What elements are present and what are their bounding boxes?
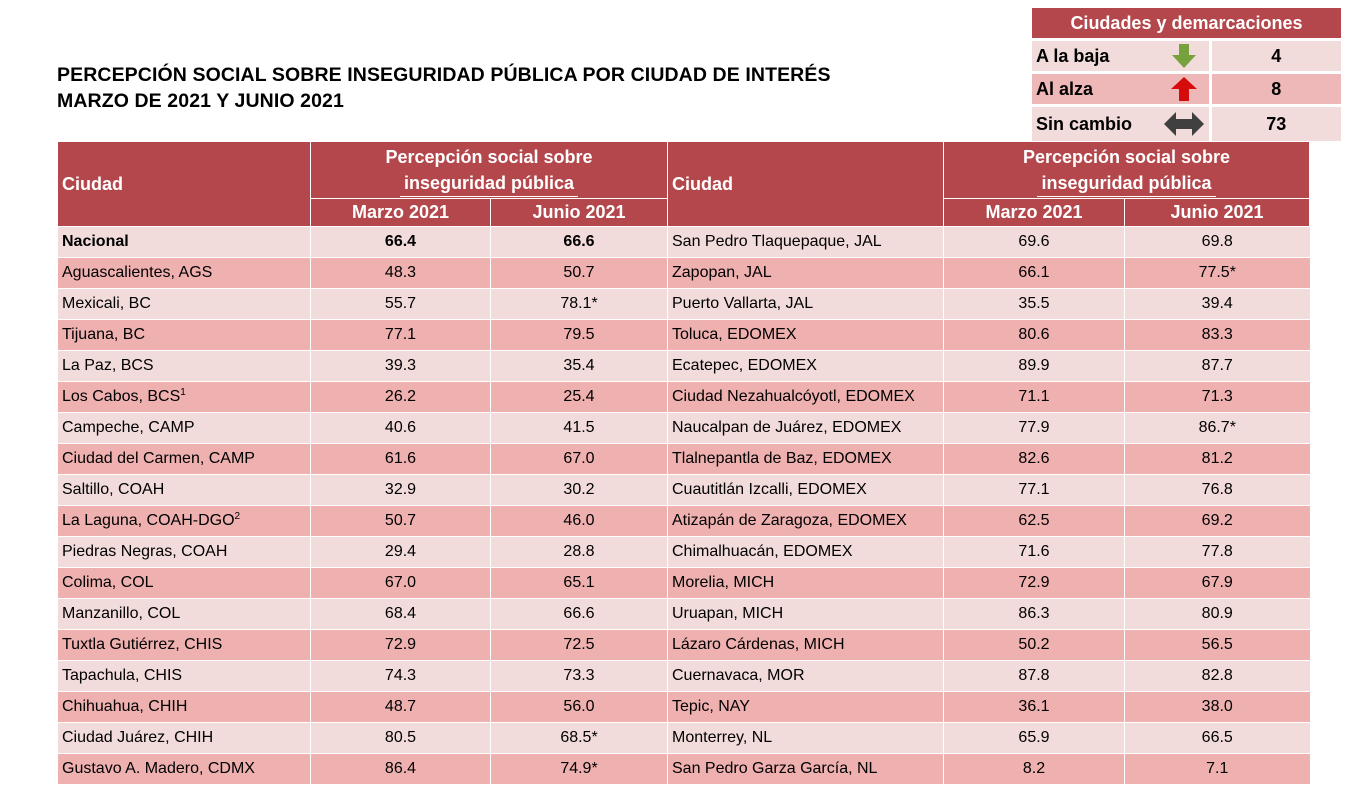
- marzo-value: [311, 382, 491, 413]
- city-cell-text: Puerto Vallarta, JAL: [672, 295, 814, 312]
- junio-value-text: 56.0: [563, 698, 595, 715]
- table-row: [58, 289, 1310, 320]
- city-cell: [668, 227, 944, 258]
- city-cell-text: Piedras Negras, COAH: [62, 543, 228, 560]
- marzo-value-text: 86.4: [384, 760, 417, 777]
- city-cell-text: Campeche, CAMP: [62, 419, 195, 436]
- table-row: [58, 413, 1310, 444]
- city-cell-text: Nacional: [62, 233, 129, 250]
- marzo-value-text: 66.1: [1018, 264, 1050, 281]
- junio-value: [1125, 723, 1310, 754]
- marzo-value-text: 39.3: [384, 357, 417, 374]
- junio-value: [491, 413, 668, 444]
- footnote-marker: 1: [180, 387, 186, 398]
- junio-value-text: 81.2: [1201, 450, 1233, 467]
- marzo-value: [311, 258, 491, 289]
- marzo-value: [311, 227, 491, 258]
- city-cell-text: Los Cabos, BCS: [62, 388, 181, 405]
- table-row: [58, 382, 1310, 413]
- marzo-value-text: 87.8: [1018, 667, 1050, 684]
- marzo-value: [311, 475, 491, 506]
- marzo-value-text: 65.9: [1018, 729, 1050, 746]
- city-header-left: Ciudad: [58, 142, 311, 227]
- city-cell-text: Naucalpan de Juárez, EDOMEX: [672, 419, 902, 436]
- header-row: [58, 142, 1310, 199]
- junio-value-text: 66.5: [1201, 729, 1233, 746]
- marzo-value: [944, 630, 1125, 661]
- marzo-value: [311, 537, 491, 568]
- junio-value-text: 86.7*: [1198, 419, 1236, 436]
- month-header-marzo-left: Marzo 2021: [311, 199, 491, 227]
- city-cell: [668, 754, 944, 785]
- city-cell: [668, 661, 944, 692]
- marzo-value: [944, 723, 1125, 754]
- junio-value-text: 77.8: [1201, 543, 1233, 560]
- city-cell: [668, 630, 944, 661]
- month-header-junio-right: Junio 2021: [1125, 199, 1310, 227]
- junio-value: [491, 537, 668, 568]
- up-arrow-icon: [1160, 73, 1210, 106]
- junio-value: [491, 630, 668, 661]
- city-cell-text: Saltillo, COAH: [62, 481, 165, 498]
- marzo-value-text: 50.7: [384, 512, 417, 529]
- table-row: [58, 227, 1310, 258]
- city-cell: [58, 475, 311, 506]
- footnote-marker: 2: [234, 511, 241, 522]
- table-row: [58, 723, 1310, 754]
- month-header-marzo-right: Marzo 2021: [944, 199, 1125, 227]
- marzo-value: [311, 506, 491, 537]
- city-cell: [668, 599, 944, 630]
- city-cell-text: Manzanillo, COL: [62, 605, 181, 622]
- summary-label: A la baja: [1032, 40, 1160, 73]
- marzo-value: [311, 320, 491, 351]
- marzo-value-text: 29.4: [384, 543, 417, 560]
- marzo-value: [944, 568, 1125, 599]
- table-row: [58, 630, 1310, 661]
- city-cell-text: Atizapán de Zaragoza, EDOMEX: [672, 512, 907, 529]
- junio-value: [491, 723, 668, 754]
- city-cell-text: Uruapan, MICH: [672, 605, 784, 622]
- marzo-value: [944, 320, 1125, 351]
- city-cell: [668, 351, 944, 382]
- table-row: [58, 475, 1310, 506]
- city-cell-text: Tuxtla Gutiérrez, CHIS: [62, 636, 223, 653]
- table-row: [58, 537, 1310, 568]
- city-cell-text: Zapopan, JAL: [672, 264, 772, 281]
- junio-value-text: 72.5: [563, 636, 595, 653]
- junio-value-text: 82.8: [1201, 667, 1233, 684]
- marzo-value: [311, 599, 491, 630]
- marzo-value-text: 77.1: [384, 326, 417, 343]
- junio-value-text: 41.5: [563, 419, 595, 436]
- summary-value: 8: [1210, 73, 1341, 106]
- city-cell: [668, 382, 944, 413]
- city-cell-text: Colima, COL: [62, 574, 154, 591]
- city-cell-text: Morelia, MICH: [672, 574, 775, 591]
- city-cell-text: Aguascalientes, AGS: [62, 264, 213, 281]
- junio-value: [491, 506, 668, 537]
- marzo-value-text: 32.9: [384, 481, 417, 498]
- summary-row-alza: [1032, 73, 1341, 106]
- group-header-line1: Percepción social sobre: [385, 146, 593, 167]
- city-cell-text: Ciudad del Carmen, CAMP: [62, 450, 255, 467]
- marzo-value: [311, 568, 491, 599]
- table-row: [58, 692, 1310, 723]
- junio-value: [491, 599, 668, 630]
- city-cell-text: San Pedro Tlaquepaque, JAL: [672, 233, 882, 250]
- table-row: [58, 599, 1310, 630]
- junio-value-text: 73.3: [563, 667, 595, 684]
- junio-value-text: 68.5*: [560, 729, 598, 746]
- junio-value: [1125, 537, 1310, 568]
- city-cell-text: Cuernavaca, MOR: [672, 667, 805, 684]
- junio-value: [1125, 661, 1310, 692]
- city-cell: [58, 506, 311, 537]
- table-row: [58, 320, 1310, 351]
- table-row: [58, 661, 1310, 692]
- junio-value: [1125, 630, 1310, 661]
- marzo-value-text: 62.5: [1018, 512, 1050, 529]
- marzo-value: [944, 475, 1125, 506]
- marzo-value: [311, 754, 491, 785]
- junio-value-text: 69.8: [1201, 233, 1233, 250]
- city-cell: [58, 692, 311, 723]
- marzo-value-text: 71.1: [1018, 388, 1050, 405]
- city-cell: [668, 320, 944, 351]
- city-cell: [668, 413, 944, 444]
- junio-value: [491, 382, 668, 413]
- junio-value-text: 65.1: [563, 574, 595, 591]
- group-header-right: [944, 142, 1310, 199]
- table-body: [58, 227, 1310, 785]
- marzo-value: [944, 599, 1125, 630]
- group-header-line1: Percepción social sobre: [1022, 146, 1231, 167]
- marzo-value-text: 80.6: [1018, 326, 1050, 343]
- city-cell-text: La Laguna, COAH-DGO: [62, 512, 235, 529]
- marzo-value: [944, 506, 1125, 537]
- city-cell-text: Tapachula, CHIS: [62, 667, 183, 684]
- page-title: [57, 62, 831, 114]
- city-cell: [668, 723, 944, 754]
- marzo-value: [944, 692, 1125, 723]
- junio-value-text: 39.4: [1201, 295, 1233, 312]
- junio-value: [1125, 692, 1310, 723]
- marzo-value-text: 74.3: [384, 667, 417, 684]
- marzo-value: [311, 289, 491, 320]
- junio-value-text: 77.5*: [1198, 264, 1236, 281]
- junio-value: [491, 475, 668, 506]
- city-cell: [668, 537, 944, 568]
- city-cell-text: Tepic, NAY: [672, 698, 750, 715]
- marzo-value: [311, 723, 491, 754]
- city-cell-text: Cuautitlán Izcalli, EDOMEX: [672, 481, 867, 498]
- marzo-value-text: 77.1: [1018, 481, 1050, 498]
- junio-value: [1125, 227, 1310, 258]
- junio-value: [491, 258, 668, 289]
- city-cell-text: La Paz, BCS: [62, 357, 154, 374]
- junio-value: [491, 568, 668, 599]
- city-cell-text: Monterrey, NL: [672, 729, 773, 746]
- table-row: [58, 258, 1310, 289]
- junio-value: [1125, 413, 1310, 444]
- city-cell: [668, 444, 944, 475]
- city-cell: [58, 599, 311, 630]
- city-cell-text: San Pedro Garza García, NL: [672, 760, 878, 777]
- junio-value-text: 80.9: [1201, 605, 1233, 622]
- marzo-value-text: 67.0: [384, 574, 417, 591]
- title-line-1: PERCEPCIÓN SOCIAL SOBRE INSEGURIDAD PÚBLICA POR CIUDAD DE INTERÉS: [57, 64, 831, 86]
- junio-value-text: 71.3: [1201, 388, 1233, 405]
- junio-value: [491, 444, 668, 475]
- city-header-right: Ciudad: [668, 142, 944, 227]
- city-cell: [58, 661, 311, 692]
- junio-value: [491, 754, 668, 785]
- junio-value: [1125, 506, 1310, 537]
- summary-box: [1032, 8, 1341, 144]
- marzo-value: [311, 692, 491, 723]
- junio-value: [1125, 289, 1310, 320]
- city-cell: [668, 475, 944, 506]
- junio-value-text: 30.2: [563, 481, 595, 498]
- junio-value: [1125, 444, 1310, 475]
- marzo-value: [944, 537, 1125, 568]
- junio-value: [1125, 351, 1310, 382]
- junio-value-text: 66.6: [563, 233, 595, 250]
- marzo-value: [944, 754, 1125, 785]
- marzo-value-text: 68.4: [384, 605, 417, 622]
- month-header-junio-left: Junio 2021: [491, 199, 668, 227]
- marzo-value: [311, 413, 491, 444]
- city-cell-text: Ecatepec, EDOMEX: [672, 357, 817, 374]
- junio-value: [491, 351, 668, 382]
- junio-value: [1125, 754, 1310, 785]
- city-cell-text: Tijuana, BC: [62, 326, 145, 343]
- marzo-value: [944, 258, 1125, 289]
- junio-value: [491, 320, 668, 351]
- left-right-arrow-icon: [1160, 106, 1210, 143]
- table-row: [58, 754, 1310, 785]
- junio-value: [1125, 382, 1310, 413]
- junio-value-text: 7.1: [1206, 760, 1229, 777]
- city-cell: [58, 630, 311, 661]
- city-cell: [58, 382, 311, 413]
- marzo-value: [311, 630, 491, 661]
- marzo-value-text: 66.4: [384, 233, 417, 250]
- group-header-line2: inseguridad pública: [1037, 170, 1215, 197]
- summary-row-sin-cambio: [1032, 106, 1341, 143]
- marzo-value: [944, 444, 1125, 475]
- marzo-value-text: 86.3: [1018, 605, 1050, 622]
- marzo-value: [311, 351, 491, 382]
- junio-value-text: 83.3: [1201, 326, 1233, 343]
- marzo-value-text: 71.6: [1018, 543, 1050, 560]
- table-row: [58, 568, 1310, 599]
- marzo-value-text: 55.7: [384, 295, 417, 312]
- table-row: [58, 506, 1310, 537]
- marzo-value-text: 8.2: [1022, 760, 1046, 777]
- city-cell-text: Chihuahua, CHIH: [62, 698, 188, 715]
- city-cell: [58, 413, 311, 444]
- junio-value-text: 66.6: [563, 605, 595, 622]
- group-header-line2: inseguridad pública: [400, 170, 578, 197]
- city-cell-text: Tlalnepantla de Baz, EDOMEX: [672, 450, 892, 467]
- summary-label: Al alza: [1032, 73, 1160, 106]
- marzo-value-text: 72.9: [1018, 574, 1050, 591]
- city-cell: [58, 227, 311, 258]
- junio-value-text: 76.8: [1201, 481, 1233, 498]
- junio-value: [491, 692, 668, 723]
- junio-value: [1125, 599, 1310, 630]
- marzo-value: [944, 351, 1125, 382]
- junio-value-text: 79.5: [563, 326, 595, 343]
- city-cell: [58, 258, 311, 289]
- city-cell: [668, 258, 944, 289]
- marzo-value: [311, 661, 491, 692]
- junio-value-text: 87.7: [1201, 357, 1233, 374]
- junio-value-text: 78.1*: [560, 295, 598, 312]
- marzo-value: [944, 289, 1125, 320]
- group-header-left: [311, 142, 668, 199]
- junio-value-text: 67.9: [1201, 574, 1233, 591]
- marzo-value: [311, 444, 491, 475]
- city-cell: [668, 568, 944, 599]
- marzo-value-text: 89.9: [1018, 357, 1050, 374]
- city-cell-text: Chimalhuacán, EDOMEX: [672, 543, 853, 560]
- city-cell-text: Lázaro Cárdenas, MICH: [672, 636, 845, 653]
- marzo-value-text: 35.5: [1018, 295, 1050, 312]
- junio-value-text: 67.0: [563, 450, 595, 467]
- marzo-value-text: 50.2: [1018, 636, 1050, 653]
- city-cell: [58, 568, 311, 599]
- city-cell: [668, 289, 944, 320]
- summary-label: Sin cambio: [1032, 106, 1160, 143]
- city-cell: [58, 754, 311, 785]
- marzo-value-text: 40.6: [384, 419, 417, 436]
- down-arrow-icon: [1160, 40, 1210, 73]
- city-cell-text: Gustavo A. Madero, CDMX: [62, 760, 255, 777]
- marzo-value-text: 82.6: [1018, 450, 1050, 467]
- junio-value-text: 69.2: [1201, 512, 1233, 529]
- city-cell: [58, 444, 311, 475]
- city-cell: [58, 289, 311, 320]
- junio-value: [491, 289, 668, 320]
- city-cell: [668, 506, 944, 537]
- junio-value-text: 28.8: [563, 543, 595, 560]
- marzo-value-text: 61.6: [384, 450, 417, 467]
- marzo-value: [944, 661, 1125, 692]
- city-cell-text: Ciudad Nezahualcóyotl, EDOMEX: [672, 388, 915, 405]
- junio-value-text: 56.5: [1201, 636, 1233, 653]
- marzo-value: [944, 227, 1125, 258]
- summary-value: 73: [1210, 106, 1341, 143]
- junio-value-text: 74.9*: [560, 760, 598, 777]
- title-line-2: MARZO DE 2021 Y JUNIO 2021: [57, 90, 344, 112]
- city-cell: [58, 537, 311, 568]
- marzo-value-text: 26.2: [384, 388, 417, 405]
- junio-value: [1125, 475, 1310, 506]
- summary-header-row: [1032, 8, 1341, 40]
- junio-value: [1125, 320, 1310, 351]
- marzo-value-text: 36.1: [1018, 698, 1050, 715]
- summary-header: Ciudades y demarcaciones: [1032, 8, 1341, 40]
- marzo-value-text: 77.9: [1018, 419, 1050, 436]
- junio-value: [491, 661, 668, 692]
- city-cell: [58, 320, 311, 351]
- marzo-value-text: 48.7: [384, 698, 417, 715]
- city-cell: [668, 692, 944, 723]
- marzo-value-text: 48.3: [384, 264, 417, 281]
- junio-value-text: 46.0: [563, 512, 595, 529]
- city-cell-text: Ciudad Juárez, CHIH: [62, 729, 214, 746]
- table-row: [58, 351, 1310, 382]
- junio-value-text: 35.4: [563, 357, 595, 374]
- table-row: [58, 444, 1310, 475]
- marzo-value-text: 80.5: [384, 729, 417, 746]
- marzo-value: [944, 413, 1125, 444]
- city-cell: [58, 723, 311, 754]
- marzo-value-text: 72.9: [384, 636, 417, 653]
- junio-value: [1125, 568, 1310, 599]
- city-cell-text: Mexicali, BC: [62, 295, 151, 312]
- junio-value-text: 25.4: [563, 388, 595, 405]
- junio-value-text: 38.0: [1201, 698, 1233, 715]
- city-cell: [58, 351, 311, 382]
- junio-value: [1125, 258, 1310, 289]
- perception-table: [57, 141, 1310, 785]
- marzo-value: [944, 382, 1125, 413]
- junio-value: [491, 227, 668, 258]
- junio-value-text: 50.7: [563, 264, 595, 281]
- city-cell-text: Toluca, EDOMEX: [672, 326, 797, 343]
- marzo-value-text: 69.6: [1018, 233, 1050, 250]
- summary-value: 4: [1210, 40, 1341, 73]
- summary-row-baja: [1032, 40, 1341, 73]
